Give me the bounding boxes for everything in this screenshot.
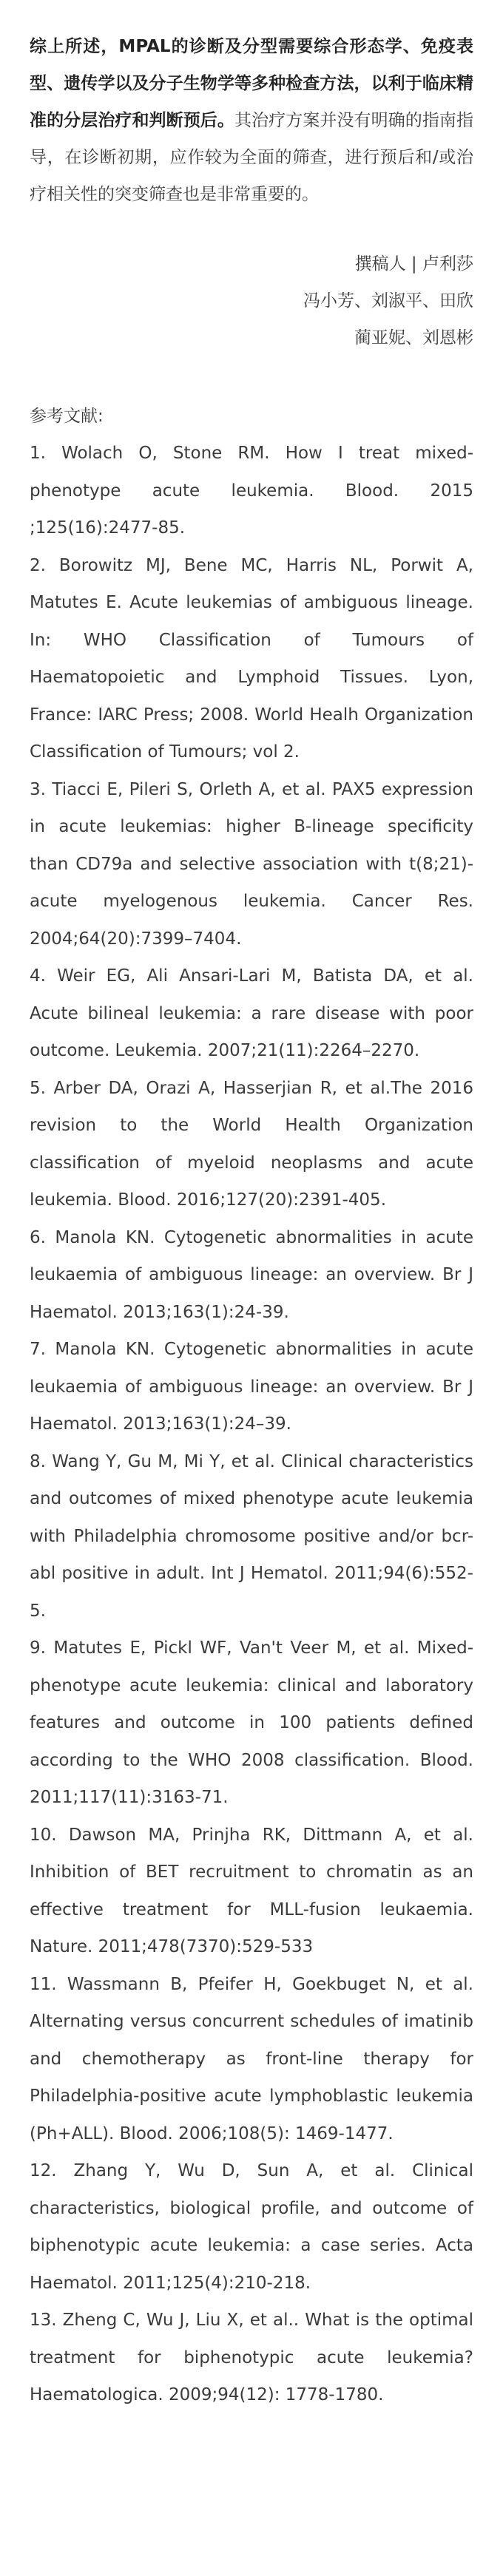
reference-item: 7. Manola KN. Cytogenetic abnormalities in acute leukaemia of ambiguous lineage: an overview. Br J Haematol. 2013;163(1):24–39. [30,1340,473,1434]
reference-item: 4. Weir EG, Ali Ansari-Lari M, Batista DA, et al. Acute bilineal leukemia: a rare disease with poor outcome. Leukemia. 2007;21(11):2264–2270. [30,966,473,1060]
summary-normal-text: 其治疗方案并没有明确的指南指导，在诊断初期，应作较为全面的筛查，进行预后和/或治疗相关性的突变筛查也是非常重要的。 [30,111,474,204]
reference-item: 1. Wolach O, Stone RM. How I treat mixed-phenotype acute leukemia. Blood. 2015 ;125(16):2477-85. [30,444,473,538]
author-line-2: 冯小芳、刘淑平、田欣 [303,291,473,311]
reference-item: 13. Zheng C, Wu J, Liu X, et al.. What is the optimal treatment for biphenotypic acute leukemia? Haematologica. 2009;94(12): 1778-1780. [30,2311,473,2404]
reference-item: 2. Borowitz MJ, Bene MC, Harris NL, Porwit A, Matutes E. Acute leukemias of ambiguous lineage. In: WHO Classification of Tumours of Haematopoietic and Lymphoid Tissues. Lyon, France: IARC Press; 2008. World Healh Organization Classification of Tumours; vol 2. [30,555,473,762]
reference-item: 11. Wassmann B, Pfeifer H, Goekbuget N, et al. Alternating versus concurrent schedules of imatinib and chemotherapy as front-line therapy for Philadelphia-positive acute lymphoblastic leukemia (Ph+ALL). Blood. 2006;108(5): 1469-1477. [30,1974,473,2143]
summary-bold-text: 综上所述，MPAL的诊断及分型需要综合形态学、免疫表型、遗传学以及分子生物学等多种检查方法，以利于临床精准的分层治疗和判断预后。 [30,37,473,130]
reference-item: 12. Zhang Y, Wu D, Sun A, et al. Clinical characteristics, biological profile, and outcome of biphenotypic acute leukemia: a case series. Acta Haematol. 2011;125(4):210-218. [30,2161,473,2293]
reference-item: 5. Arber DA, Orazi A, Hasserjian R, et al.The 2016 revision to the World Health Organization classification of myeloid neoplasms and acute leukemia. Blood. 2016;127(20):2391-405. [30,1078,473,1210]
summary-paragraph [30,28,473,213]
reference-item: 9. Matutes E, Pickl WF, Van't Veer M, et al. Mixed-phenotype acute leukemia: clinical and laboratory features and outcome in 100 patients defined according to the WHO 2008 classification. Blood. 2011;117(11):3163-71. [30,1638,473,1807]
author-line-3: 蔺亚妮、刘恩彬 [354,328,473,348]
reference-item: 3. Tiacci E, Pileri S, Orleth A, et al. PAX5 expression in acute leukemias: higher B-lineage specificity than CD79a and selective association with t(8;21)-acute myelogenous leukemia. Cancer Res. 2004;64(20):7399–7404. [30,779,473,949]
references-list [30,435,473,2414]
author-line-1: 撰稿人 | 卢利莎 [354,254,473,274]
reference-item: 6. Manola KN. Cytogenetic abnormalities in acute leukaemia of ambiguous lineage: an overview. Br J Haematol. 2013;163(1):24-39. [30,1227,473,1322]
author-credits [30,245,473,356]
references-heading: 参考文献: [30,407,104,426]
reference-item: 8. Wang Y, Gu M, Mi Y, et al. Clinical characteristics and outcomes of mixed phenotype acute leukemia with Philadelphia chromosome positive and/or bcr-abl positive in adult. Int J Hematol. 2011;94(6):552-5. [30,1451,473,1621]
reference-item: 10. Dawson MA, Prinjha RK, Dittmann A, et al. Inhibition of BET recruitment to chromatin as an effective treatment for MLL-fusion leukaemia. Nature. 2011;478(7370):529-533 [30,1825,473,1956]
